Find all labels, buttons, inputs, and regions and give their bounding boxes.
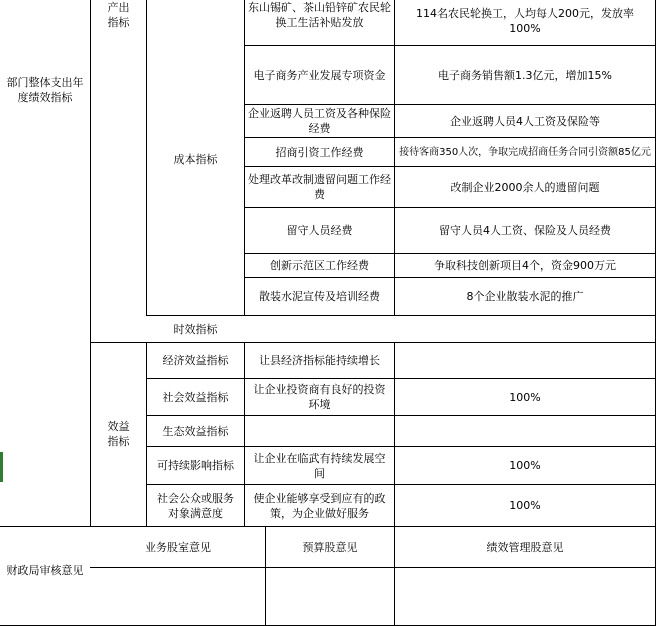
benefit-category-label: 效益指标 [107,420,130,448]
cost-target: 留守人员4人工资、保险及人员经费 [439,224,611,237]
social-subcategory-label: 社会效益指标 [162,390,229,404]
cost-item: 散装水泥宣传及培训经费 [259,290,380,303]
ecological-subcategory-label: 生态效益指标 [162,424,229,438]
cost-item: 处理改革改制遗留问题工作经费 [248,173,391,201]
performance-office-opinion-header: 绩效管理股意见 [486,540,564,554]
cost-target: 接待客商350人次，争取完成招商任务合同引资额85亿元 [399,146,651,158]
cost-item: 留守人员经费 [286,224,353,237]
cost-target: 114名农民轮换工，人均每人200元，发放率100% [416,7,634,35]
row-edge-marker [0,452,3,482]
economic-target [395,343,655,378]
ecological-item [245,416,394,446]
cost-item: 东山锡矿、茶山铅锌矿农民轮换工生活补贴发放 [248,1,391,29]
business-office-opinion-header: 业务股室意见 [145,540,211,554]
social-item: 让企业投资商有良好的投资环境 [253,383,386,411]
business-office-opinion-field[interactable] [91,568,265,625]
cost-target: 8个企业散装水泥的推广 [466,290,584,303]
cost-target: 改制企业2000余人的遗留问题 [450,180,600,194]
cost-item: 电子商务产业发展专项资金 [253,68,386,82]
social-target: 100% [509,390,541,404]
satisfaction-target: 100% [509,499,541,512]
sustainable-target: 100% [509,459,541,472]
satisfaction-subcategory-label: 社会公众或服务对象满意度 [157,491,234,520]
economic-subcategory-label: 经济效益指标 [162,354,229,367]
ecological-target [395,416,655,446]
performance-office-opinion-field[interactable] [395,568,655,625]
satisfaction-item: 使企业能够享受到应有的政策，为企业做好服务 [253,491,386,520]
cost-target: 电子商务销售额1.3亿元，增加15% [438,68,612,82]
cost-subcategory-label: 成本指标 [173,152,218,166]
sustainable-item: 让企业在临武有持续发展空间 [253,451,386,480]
timeliness-subcategory-label: 时效指标 [173,322,218,336]
cost-item: 创新示范区工作经费 [270,259,369,272]
output-category-label: 产出指标 [107,1,130,29]
cost-target: 争取科技创新项目4个，资金900万元 [434,259,616,272]
finance-review-label: 财政局审核意见 [6,563,84,577]
cost-item: 招商引资工作经费 [275,145,364,159]
economic-item: 让县经济指标能持续增长 [259,354,380,367]
budget-office-opinion-field[interactable] [266,568,394,625]
dept-indicators-label: 部门整体支出年度绩效指标 [6,76,84,104]
cost-item: 企业返聘人员工资及各种保险经费 [248,107,391,135]
budget-office-opinion-header: 预算股意见 [302,540,358,554]
sustainable-subcategory-label: 可持续影响指标 [157,459,234,472]
cost-target: 企业返聘人员4人工资及保险等 [450,114,600,128]
